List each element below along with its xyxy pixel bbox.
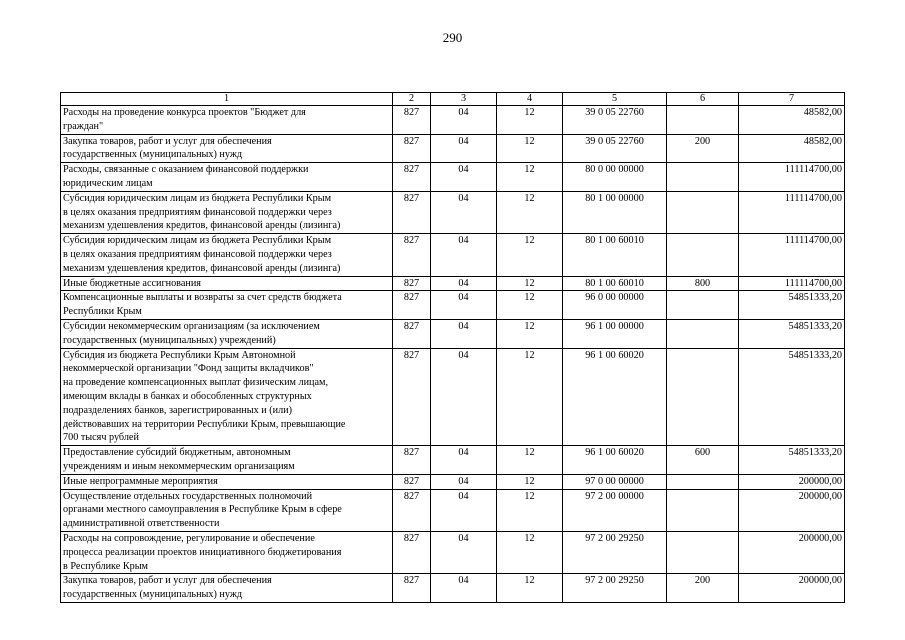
cell-expense-type bbox=[667, 234, 739, 276]
cell-target-code: 80 1 00 60010 bbox=[563, 234, 667, 276]
table-row bbox=[61, 276, 845, 291]
cell-ministry: 827 bbox=[393, 489, 431, 531]
cell-section: 04 bbox=[431, 348, 497, 446]
table-row bbox=[61, 163, 845, 192]
cell-section: 04 bbox=[431, 276, 497, 291]
cell-target-code: 97 2 00 00000 bbox=[563, 489, 667, 531]
cell-name: Расходы, связанные с оказанием финансовой поддержки юридическим лицам bbox=[61, 163, 393, 192]
cell-ministry: 827 bbox=[393, 191, 431, 233]
cell-target-code: 97 0 00 00000 bbox=[563, 474, 667, 489]
cell-amount: 200000,00 bbox=[739, 489, 845, 531]
table-body bbox=[61, 106, 845, 603]
cell-section: 04 bbox=[431, 489, 497, 531]
cell-expense-type bbox=[667, 348, 739, 446]
cell-ministry: 827 bbox=[393, 531, 431, 573]
cell-subsection: 12 bbox=[497, 134, 563, 163]
cell-ministry: 827 bbox=[393, 348, 431, 446]
cell-target-code: 80 1 00 00000 bbox=[563, 191, 667, 233]
cell-expense-type bbox=[667, 291, 739, 320]
cell-ministry: 827 bbox=[393, 446, 431, 475]
cell-section: 04 bbox=[431, 319, 497, 348]
cell-subsection: 12 bbox=[497, 276, 563, 291]
table-row bbox=[61, 191, 845, 233]
cell-subsection: 12 bbox=[497, 163, 563, 192]
cell-ministry: 827 bbox=[393, 276, 431, 291]
cell-subsection: 12 bbox=[497, 574, 563, 603]
table-row bbox=[61, 319, 845, 348]
cell-amount: 111114700,00 bbox=[739, 191, 845, 233]
cell-name: Закупка товаров, работ и услуг для обеспечения государственных (муниципальных) нужд bbox=[61, 134, 393, 163]
cell-target-code: 96 0 00 00000 bbox=[563, 291, 667, 320]
cell-target-code: 80 0 00 00000 bbox=[563, 163, 667, 192]
cell-amount: 200000,00 bbox=[739, 531, 845, 573]
cell-amount: 111114700,00 bbox=[739, 234, 845, 276]
cell-name: Субсидия юридическим лицам из бюджета Республики Крым в целях оказания предприятиям финансовой поддержки через механизм удешевления кредитов, финансовой аренды (лизинга) bbox=[61, 191, 393, 233]
cell-amount: 111114700,00 bbox=[739, 163, 845, 192]
cell-target-code: 96 1 00 00000 bbox=[563, 319, 667, 348]
header-col-4: 4 bbox=[497, 93, 563, 106]
cell-expense-type bbox=[667, 163, 739, 192]
cell-ministry: 827 bbox=[393, 291, 431, 320]
cell-section: 04 bbox=[431, 446, 497, 475]
cell-section: 04 bbox=[431, 134, 497, 163]
budget-table bbox=[60, 92, 845, 603]
header-col-1: 1 bbox=[61, 93, 393, 106]
table-row bbox=[61, 574, 845, 603]
cell-name: Закупка товаров, работ и услуг для обеспечения государственных (муниципальных) нужд bbox=[61, 574, 393, 603]
cell-section: 04 bbox=[431, 291, 497, 320]
cell-section: 04 bbox=[431, 234, 497, 276]
cell-target-code: 96 1 00 60020 bbox=[563, 446, 667, 475]
cell-ministry: 827 bbox=[393, 319, 431, 348]
cell-subsection: 12 bbox=[497, 446, 563, 475]
cell-subsection: 12 bbox=[497, 191, 563, 233]
table-row bbox=[61, 106, 845, 135]
header-col-5: 5 bbox=[563, 93, 667, 106]
cell-subsection: 12 bbox=[497, 348, 563, 446]
header-col-6: 6 bbox=[667, 93, 739, 106]
cell-section: 04 bbox=[431, 574, 497, 603]
cell-target-code: 97 2 00 29250 bbox=[563, 574, 667, 603]
cell-subsection: 12 bbox=[497, 474, 563, 489]
cell-ministry: 827 bbox=[393, 234, 431, 276]
table-row bbox=[61, 531, 845, 573]
cell-ministry: 827 bbox=[393, 474, 431, 489]
cell-amount: 48582,00 bbox=[739, 134, 845, 163]
cell-subsection: 12 bbox=[497, 234, 563, 276]
cell-subsection: 12 bbox=[497, 531, 563, 573]
header-row bbox=[61, 93, 845, 106]
cell-amount: 111114700,00 bbox=[739, 276, 845, 291]
cell-expense-type bbox=[667, 531, 739, 573]
cell-ministry: 827 bbox=[393, 106, 431, 135]
cell-ministry: 827 bbox=[393, 134, 431, 163]
cell-expense-type: 200 bbox=[667, 134, 739, 163]
table-row bbox=[61, 489, 845, 531]
cell-expense-type bbox=[667, 474, 739, 489]
cell-subsection: 12 bbox=[497, 106, 563, 135]
cell-name: Иные бюджетные ассигнования bbox=[61, 276, 393, 291]
cell-amount: 54851333,20 bbox=[739, 319, 845, 348]
cell-subsection: 12 bbox=[497, 489, 563, 531]
cell-amount: 48582,00 bbox=[739, 106, 845, 135]
page-number: 290 bbox=[442, 30, 463, 45]
header-col-7: 7 bbox=[739, 93, 845, 106]
cell-ministry: 827 bbox=[393, 163, 431, 192]
cell-expense-type bbox=[667, 106, 739, 135]
cell-subsection: 12 bbox=[497, 291, 563, 320]
cell-name: Предоставление субсидий бюджетным, автономным учреждениям и иным некоммерческим организациям bbox=[61, 446, 393, 475]
cell-ministry: 827 bbox=[393, 574, 431, 603]
header-col-2: 2 bbox=[393, 93, 431, 106]
cell-section: 04 bbox=[431, 106, 497, 135]
cell-amount: 54851333,20 bbox=[739, 291, 845, 320]
cell-amount: 54851333,20 bbox=[739, 446, 845, 475]
cell-section: 04 bbox=[431, 163, 497, 192]
cell-target-code: 80 1 00 60010 bbox=[563, 276, 667, 291]
cell-target-code: 39 0 05 22760 bbox=[563, 134, 667, 163]
header-col-3: 3 bbox=[431, 93, 497, 106]
cell-section: 04 bbox=[431, 531, 497, 573]
cell-expense-type bbox=[667, 489, 739, 531]
cell-section: 04 bbox=[431, 474, 497, 489]
cell-expense-type: 800 bbox=[667, 276, 739, 291]
table-row bbox=[61, 474, 845, 489]
cell-target-code: 96 1 00 60020 bbox=[563, 348, 667, 446]
cell-subsection: 12 bbox=[497, 319, 563, 348]
table-row bbox=[61, 134, 845, 163]
cell-expense-type: 200 bbox=[667, 574, 739, 603]
cell-name: Иные непрограммные мероприятия bbox=[61, 474, 393, 489]
cell-expense-type bbox=[667, 319, 739, 348]
cell-name: Осуществление отдельных государственных полномочий органами местного самоуправления в Республике Крым в сфере административной ответственности bbox=[61, 489, 393, 531]
cell-name: Компенсационные выплаты и возвраты за счет средств бюджета Республики Крым bbox=[61, 291, 393, 320]
cell-section: 04 bbox=[431, 191, 497, 233]
cell-amount: 200000,00 bbox=[739, 574, 845, 603]
cell-expense-type: 600 bbox=[667, 446, 739, 475]
table-row bbox=[61, 234, 845, 276]
cell-name: Субсидия из бюджета Республики Крым Автономной некоммерческой организации "Фонд защиты вкладчиков" на проведение компенсационных выплат физическим лицам, имеющим вклады в банках и обособленных структурных подразделениях банков, зарегистрированных и (или) действовавших на территории Республики Крым, превышающие 700 тысяч рублей bbox=[61, 348, 393, 446]
cell-name: Субсидия юридическим лицам из бюджета Республики Крым в целях оказания предприятиям финансовой поддержки через механизм удешевления кредитов, финансовой аренды (лизинга) bbox=[61, 234, 393, 276]
cell-name: Расходы на проведение конкурса проектов "Бюджет для граждан" bbox=[61, 106, 393, 135]
cell-name: Расходы на сопровождение, регулирование и обеспечение процесса реализации проектов инициативного бюджетирования в Республике Крым bbox=[61, 531, 393, 573]
cell-target-code: 97 2 00 29250 bbox=[563, 531, 667, 573]
cell-expense-type bbox=[667, 191, 739, 233]
table-row bbox=[61, 446, 845, 475]
cell-target-code: 39 0 05 22760 bbox=[563, 106, 667, 135]
table-row bbox=[61, 291, 845, 320]
cell-name: Субсидии некоммерческим организациям (за исключением государственных (муниципальных) учреждений) bbox=[61, 319, 393, 348]
cell-amount: 54851333,20 bbox=[739, 348, 845, 446]
table-row bbox=[61, 348, 845, 446]
cell-amount: 200000,00 bbox=[739, 474, 845, 489]
